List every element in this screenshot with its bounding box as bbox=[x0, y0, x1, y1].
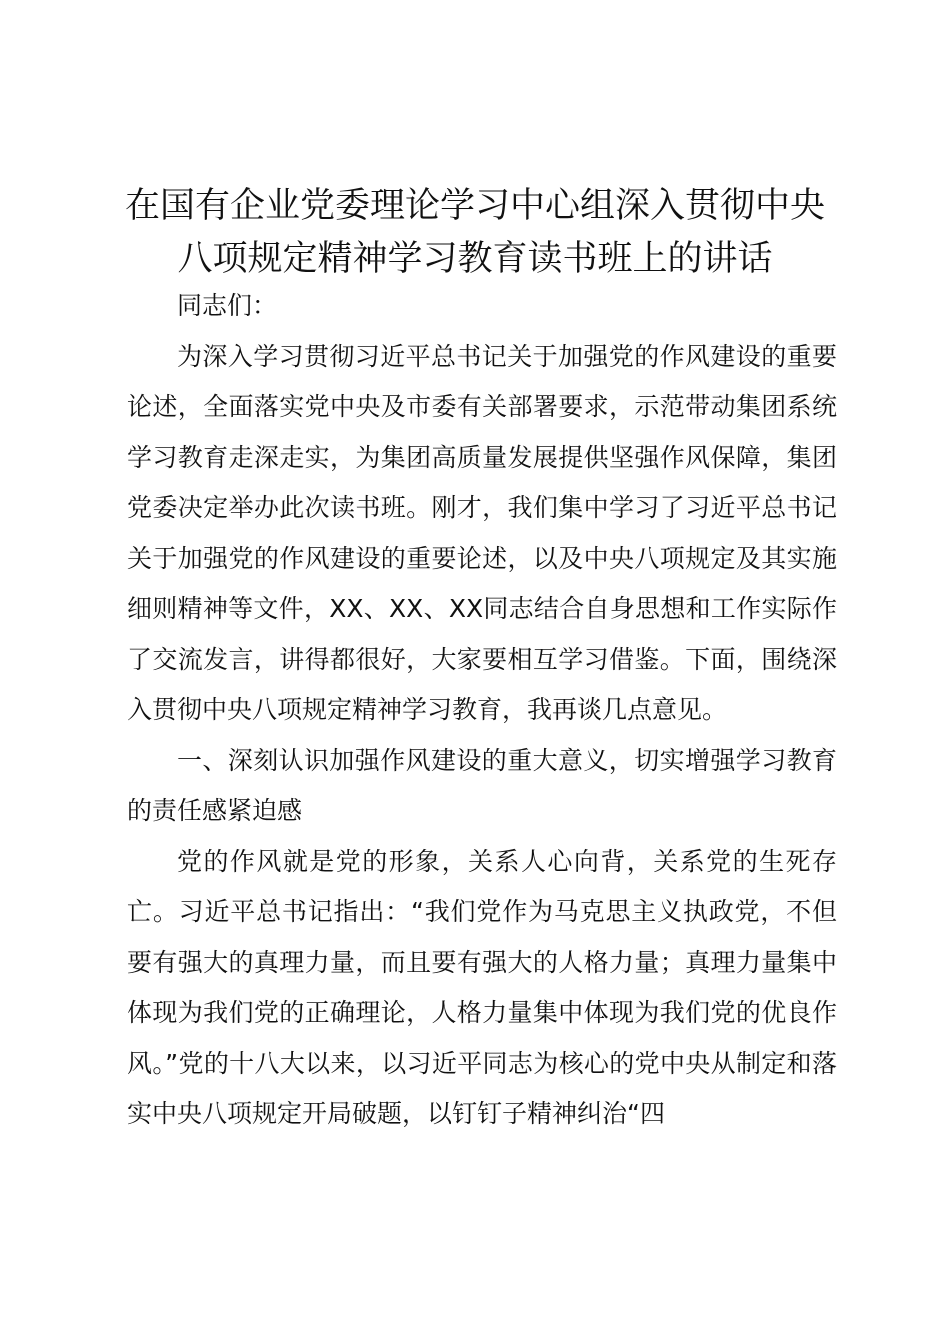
paragraph-intro: 为深入学习贯彻习近平总书记关于加强党的作风建设的重要论述，全面落实党中央及市委有关部署要求，示范带动集团系统学习教育走深走实，为集团高质量发展提供坚强作风保障，集团党委决定举办此次读书班。刚才，我们集中学习了习近平总书记关于加强党的作风建设的重要论述，以及中央八项规定及其实施细则精神等文件，XX、XX、XX同志结合自身思想和工作实际作了交流发言，讲得都很好，大家要相互学习借鉴。下面，围绕深入贯彻中央八项规定精神学习教育，我再谈几点意见。 bbox=[127, 341, 837, 724]
salutation: 同志们： bbox=[177, 291, 278, 320]
section-heading-1: 一、深刻认识加强作风建设的重大意义，切实增强学习教育的责任感紧迫感 bbox=[127, 745, 837, 825]
document-body bbox=[127, 281, 837, 1140]
title-line-2: 八项规定精神学习教育读书班上的讲话 bbox=[177, 239, 773, 279]
paragraph-section-1: 党的作风就是党的形象，关系人心向背，关系党的生死存亡。习近平总书记指出：“我们党作为马克思主义执政党，不但要有强大的真理力量，而且要有强大的人格力量；真理力量集中体现为我们党的正确理论，人格力量集中体现为我们党的优良作风。”党的十八大以来，以习近平同志为核心的党中央从制定和落实中央八项规定开局破题，以钉钉子精神纠治“四 bbox=[127, 846, 837, 1128]
document-title bbox=[100, 180, 850, 286]
title-line-1: 在国有企业党委理论学习中心组深入贯彻中央 bbox=[124, 186, 825, 226]
